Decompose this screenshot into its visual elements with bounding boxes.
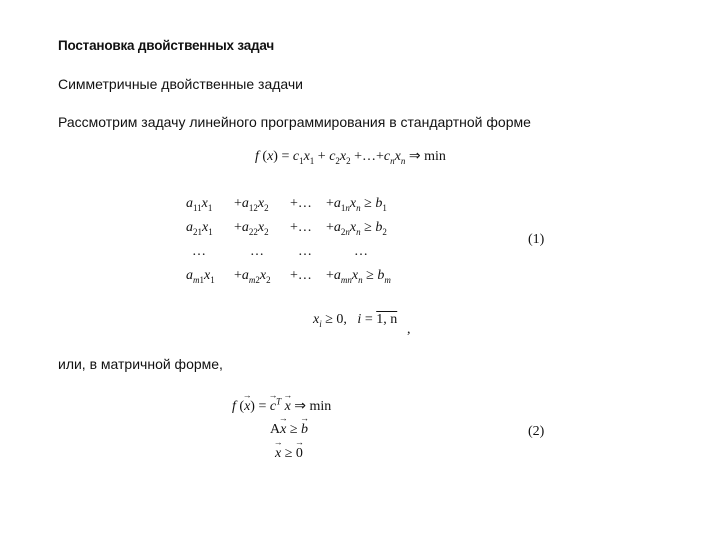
index-range: 1, n — [376, 312, 398, 327]
paragraph-matrix-form: или, в матричной форме, — [58, 356, 223, 372]
objective-function: f $(x) = c_1x_1 + c_2x_2$ $+\dots+c_nx_n$ ⇒ min — [255, 149, 446, 166]
nonnegativity-condition: $x_i \ge 0$, i = 1, n — [313, 312, 398, 329]
matrix-min: min — [309, 399, 332, 414]
objective-min: min — [424, 149, 446, 164]
objective-x: x — [267, 149, 274, 164]
implies-arrow-icon: ⇒ — [408, 149, 421, 164]
equation-number-1: (1) — [528, 232, 545, 247]
equation-number-2: (2) — [528, 424, 545, 439]
subheading: Симметричные двойственные задачи — [58, 76, 303, 92]
objective-f: f — [255, 149, 259, 164]
paragraph-standard-form: Рассмотрим задачу линейного программирования в стандартной форме — [58, 114, 531, 130]
matrix-objective: f (→ x) = → $c^T \to x$ ⇒ min — [232, 398, 331, 415]
matrix-a: A — [270, 422, 281, 437]
index-i: i — [357, 312, 362, 327]
matrix-nonnegativity: → x ≥ → 0 — [275, 446, 303, 462]
matrix-constraint: A→ x ≥ → b — [270, 422, 308, 438]
heading: Постановка двойственных задач — [58, 38, 275, 53]
trailing-comma: , — [407, 322, 411, 337]
implies-arrow-icon: ⇒ — [294, 399, 307, 414]
